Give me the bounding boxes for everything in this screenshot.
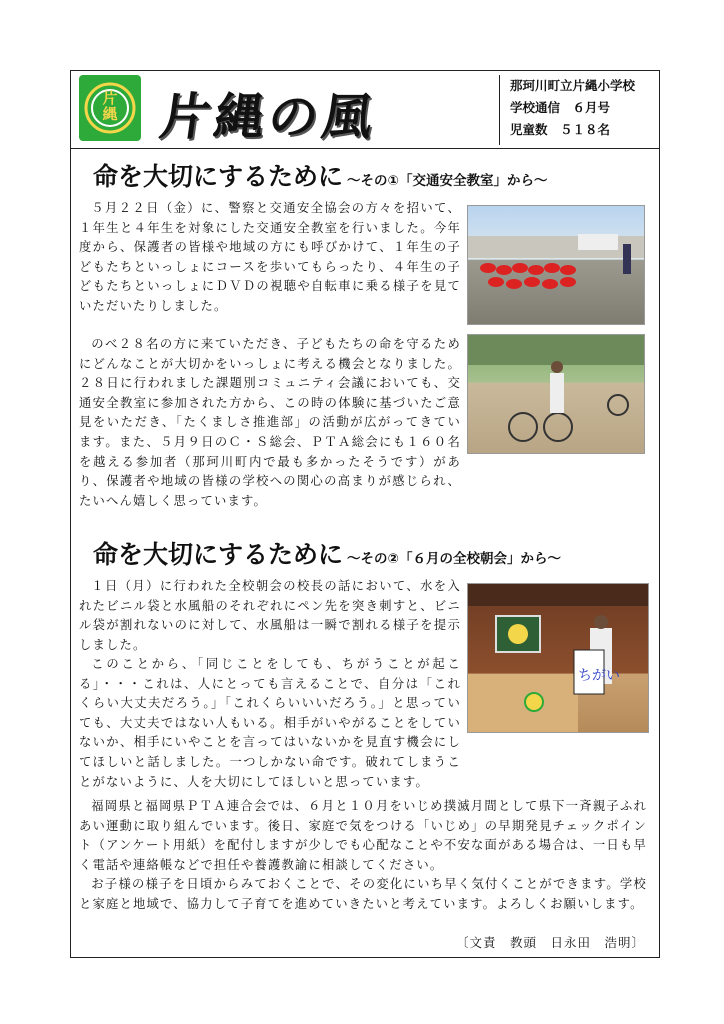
article1-body-top (79, 199, 461, 317)
article2-body-bottom (79, 797, 647, 915)
student-count: 児童数 ５１８名 (510, 122, 611, 137)
photo-traffic-class (467, 205, 645, 325)
issue-label: 学校通信 ６月号 (510, 100, 611, 115)
article1-subtitle: ～その①「交通安全教室」から～ (347, 173, 548, 189)
article2-body-mid (79, 655, 461, 789)
article2-body-top (79, 577, 461, 655)
masthead-title: 片縄の風 (156, 87, 381, 146)
article2-subtitle: ～その②「６月の全校朝会」から～ (347, 551, 561, 567)
logo-text: 片縄 (102, 89, 118, 123)
school-info (499, 75, 657, 145)
signature: 〔文責 教頭 日永田 浩明〕 (455, 935, 645, 950)
school-logo (79, 75, 141, 141)
article1-heading (93, 157, 547, 193)
photo-bicycle-class (467, 334, 645, 454)
article2-title: 命を大切にするために (93, 540, 344, 569)
photo-morning-assembly (467, 583, 649, 733)
article2-paragraph-3: 福岡県と福岡県ＰＴＡ連合会では、６月と１０月をいじめ撲滅月間として県下一斉親子ふれあい運動に取り組んでいます。後日、家庭で気をつける「いじめ」の早期発見チェックポイント（アンケート用紙）を配付しますが少しでも心配なことや不安な面がある場合は、一日も早く電話や連絡帳などで担任や養護教諭に相談してください。 (79, 799, 647, 872)
board-text: ちがい (578, 668, 620, 684)
article2-paragraph-1: １日（月）に行われた全校朝会の校長の話において、水を入れたビニル袋と水風船のそれぞれにペン先を突き刺すと、ビニル袋が割れないのに対して、水風船は一瞬で割れる様子を提示しました。 (79, 579, 461, 652)
article1-title: 命を大切にするために (93, 162, 344, 191)
article1-body-mid (79, 335, 461, 508)
school-name: 那珂川町立片縄小学校 (510, 78, 636, 93)
article2-paragraph-4: お子様の様子を日頃からみておくことで、その変化にいち早く気付くことができます。学校と家庭と地域で、協力して子育てを進めていきたいと考えています。よろしくお願いします。 (79, 877, 647, 911)
newsletter-frame (70, 70, 660, 958)
article2-heading (93, 535, 561, 571)
article2-paragraph-2: このことから、「同じことをしても、ちがうことが起こる」・・・これは、人にとっても言えることで、自分は「これくらい大丈夫だろう。」「これくらいいいだろう。」と思っていても、大丈夫ではない人もいる。相手がいやがることをしていないか、相手にいやことを言ってはいないかを見直す機会にしてほしいと話しました。一つしかない命です。破れてしまうことがないように、人を大切にしてほしいと思っています。 (79, 657, 461, 789)
header (71, 71, 659, 149)
article1-paragraph-2: のべ２８名の方に来ていただき、子どもたちの命を守るためにどんなことが大切かをいっしょに考える機会となりました。２８日に行われました課題別コミュニティ会議においても、交通安全教室に参加された方から、この時の体験に基づいたご意見をいただき、「たくましさ推進部」の活動が広がってきています。また、５月９日のＣ・Ｓ総会、ＰＴＡ総会にも１６０名を越える参加者（那珂川町内で最も多かったそうです）があり、保護者や地域の皆様の学校への関心の高まりが感じられ、たいへん嬉しく思っています。 (79, 337, 461, 508)
article1-paragraph-1: ５月２２日（金）に、警察と交通安全協会の方々を招いて、１年生と４年生を対象にした交通安全教室を行いました。今年度から、保護者の皆様や地域の方にも呼びかけて、１年生の子どもたちといっしょにコースを歩いてもらったり、４年生の子どもたちといっしょにＤＶＤの視聴や自転車に乗る様子を見ていただいたりしました。 (79, 201, 461, 313)
